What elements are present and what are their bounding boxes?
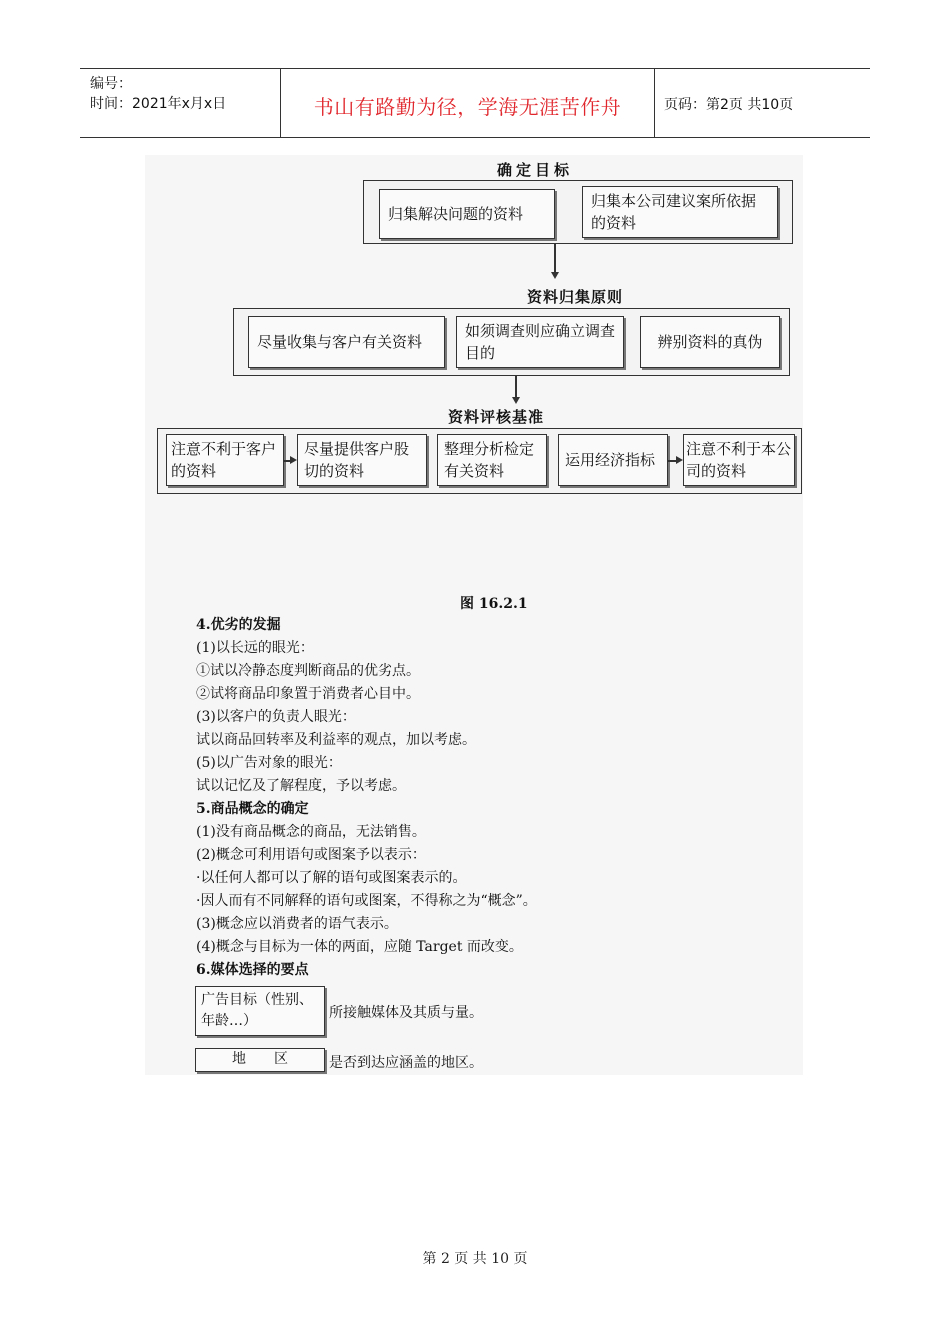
text-line: (4)概念与目标为一体的两面，应随 Target 而改变。: [196, 939, 523, 955]
media-text-target: 所接触媒体及其质与量。: [329, 1005, 483, 1021]
box-verify-data: [640, 316, 780, 368]
box-label: 如须调查则应确立调查目的: [465, 322, 616, 362]
media-box-target: [195, 986, 325, 1036]
text-line: (1)以长远的眼光：: [196, 640, 314, 656]
arrow-down-icon: [512, 397, 520, 404]
motto-text: 书山有路勤为径，学海无涯苦作舟: [313, 95, 622, 119]
media-text-region: 是否到达应涵盖的地区。: [329, 1055, 483, 1071]
text-line: 5.商品概念的确定: [196, 801, 309, 817]
header-motto-cell: [280, 69, 655, 137]
text-line: 试以商品回转率及利益率的观点，加以考虑。: [196, 732, 476, 748]
arrow-right-icon: [676, 456, 683, 464]
arrow-down-icon: [551, 272, 559, 279]
box-economic-indicators: [558, 434, 668, 486]
text-line: (3)以客户的负责人眼光：: [196, 709, 356, 725]
media-box-label: 广告目标（性别、年龄…）: [201, 992, 313, 1029]
box-label: 注意不利于客户的资料: [171, 440, 277, 480]
box-survey-purpose: [456, 316, 624, 368]
body-text: [196, 614, 537, 982]
text-line: (5)以广告对象的眼光：: [196, 755, 342, 771]
page-footer: 第 2 页 共 10 页: [422, 1251, 528, 1267]
media-box-region: [195, 1048, 325, 1072]
text-line: ·因人而有不同解释的语句或图案，不得称之为“概念”。: [196, 893, 537, 909]
number-label: 编号：: [90, 76, 132, 92]
text-line: (3)概念应以消费者的语气表示。: [196, 916, 398, 932]
section2-title: 资料归集原则: [527, 288, 624, 306]
text-line: (1)没有商品概念的商品，无法销售。: [196, 824, 426, 840]
box-collect-problem-data: [379, 189, 555, 239]
arrow-right-icon: [290, 456, 297, 464]
box-label: 尽量提供客户股切的资料: [304, 440, 410, 480]
box-label: 辨别资料的真伪: [657, 333, 763, 351]
box-unfavorable-client-data: [166, 434, 284, 486]
box-label: 整理分析检定有关资料: [444, 440, 535, 480]
page-header: [80, 68, 870, 138]
box-provide-client-data: [297, 434, 427, 486]
box-label: 归集本公司建议案所依据的资料: [591, 192, 757, 232]
text-line: (2)概念可利用语句或图案予以表示：: [196, 847, 426, 863]
figure-caption: 图 16.2.1: [460, 596, 528, 612]
text-line: ②试将商品印象置于消费者心目中。: [196, 686, 420, 702]
box-analyze-data: [437, 434, 547, 486]
box-label: 尽量收集与客户有关资料: [257, 333, 423, 351]
box-collect-proposal-data: [582, 186, 778, 238]
text-line: 试以记忆及了解程度，予以考虑。: [196, 778, 406, 794]
media-box-label: 地 区: [232, 1051, 288, 1067]
text-line: 6.媒体选择的要点: [196, 962, 309, 978]
time-label: 时间：2021年x月x日: [90, 96, 227, 112]
box-unfavorable-company-data: [683, 434, 795, 486]
box-label: 注意不利于本公司的资料: [686, 440, 792, 480]
box-collect-client-data: [248, 316, 445, 368]
page-info: 页码：第2页 共10页: [664, 97, 794, 113]
box-label: 运用经济指标: [565, 451, 656, 469]
text-line: 4.优劣的发掘: [196, 617, 281, 633]
section3-title: 资料评核基准: [448, 408, 545, 426]
box-label: 归集解决问题的资料: [388, 205, 524, 223]
text-line: ①试以冷静态度判断商品的优劣点。: [196, 663, 420, 679]
section1-title: 确定目标: [497, 161, 574, 179]
header-meta-cell: [80, 69, 280, 137]
header-page-cell: [654, 69, 870, 137]
text-line: ·以任何人都可以了解的语句或图案表示的。: [196, 870, 467, 886]
